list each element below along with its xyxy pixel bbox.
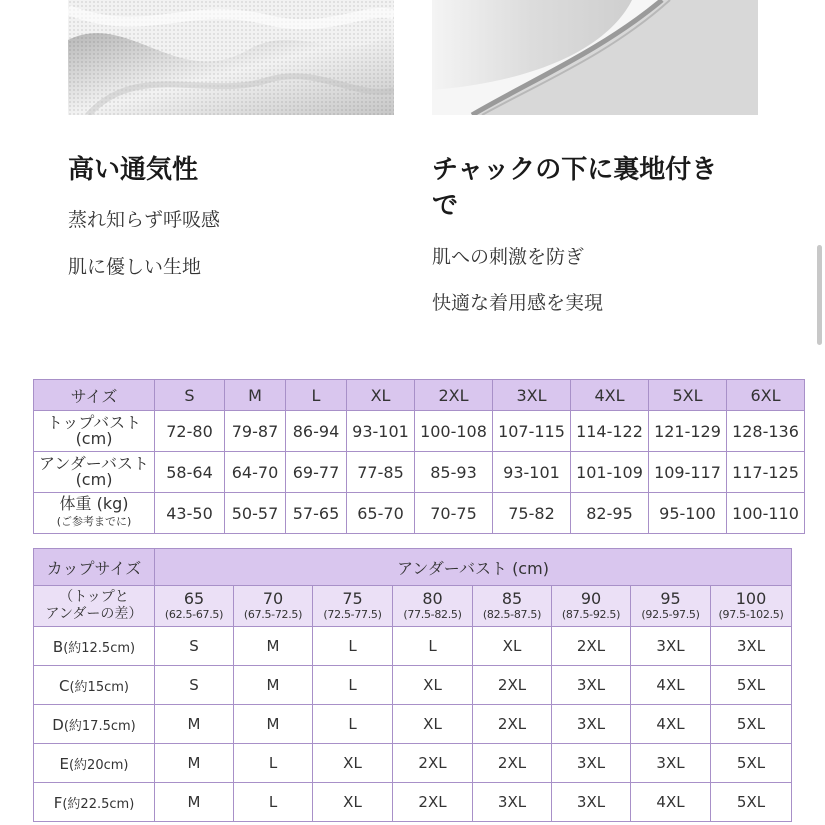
table-cell: 4XL: [631, 666, 711, 705]
table-cell: 121-129: [649, 411, 727, 452]
cup-label: [34, 666, 155, 705]
table-cell: L: [313, 666, 393, 705]
under-bust-cell: [234, 586, 313, 627]
under-range: (62.5-67.5): [164, 608, 224, 621]
table-cell: M: [234, 627, 313, 666]
table-cell: 3XL: [552, 783, 631, 822]
size-header-cell: 5XL: [649, 380, 727, 411]
table-cell: 3XL: [552, 705, 631, 744]
table-cell: XL: [393, 705, 473, 744]
table-cell: 85-93: [415, 452, 493, 493]
feature-line: 蒸れ知らず呼吸感: [68, 209, 221, 231]
under-bust-header: アンダーバスト (cm): [155, 549, 792, 586]
table-cell: 5XL: [711, 783, 792, 822]
table-cell: 100-110: [727, 493, 805, 534]
table-cell: 75-82: [493, 493, 571, 534]
table-row: [34, 411, 805, 452]
table-cell: 5XL: [711, 666, 792, 705]
table-cell: 109-117: [649, 452, 727, 493]
cup-size-table: [33, 548, 792, 822]
under-value: 80: [422, 589, 443, 608]
zipper-lining-photo: [432, 0, 758, 115]
table-cell: 57-65: [286, 493, 347, 534]
feature-zipper-lining: [432, 152, 762, 322]
table-cell: 3XL: [711, 627, 792, 666]
cup-sublabel: [34, 586, 155, 627]
table-row: [34, 783, 792, 822]
under-bust-cell: [552, 586, 631, 627]
table-cell: 50-57: [225, 493, 286, 534]
size-header-cell: L: [286, 380, 347, 411]
feature-line: 肌への刺激を防ぎ: [432, 246, 585, 268]
table-cell: 72-80: [155, 411, 225, 452]
under-range: (87.5-92.5): [561, 608, 621, 621]
cup-letter: B: [52, 637, 64, 656]
table-row: [34, 666, 792, 705]
page-scrollbar[interactable]: [817, 245, 822, 345]
feature-line: 快適な着用感を実現: [432, 292, 604, 314]
feature-title-line: で: [432, 191, 459, 221]
row-label-text: トップバスト: [46, 413, 142, 432]
row-label-unit: (cm): [75, 429, 113, 448]
under-range: (92.5-97.5): [641, 608, 700, 621]
under-value: 75: [342, 589, 363, 608]
cup-label: [34, 783, 155, 822]
under-bust-cell: [313, 586, 393, 627]
under-bust-values-row: [34, 586, 792, 627]
table-cell: L: [393, 627, 473, 666]
table-cell: L: [313, 705, 393, 744]
cup-diff: (約20cm): [68, 757, 129, 773]
under-bust-cell: [631, 586, 711, 627]
row-label-text: 体重 (kg): [59, 494, 129, 513]
table-row: [34, 705, 792, 744]
table-cell: M: [155, 783, 234, 822]
feature-title-line: チャックの下に裏地付き: [432, 155, 718, 185]
cup-letter: C: [59, 676, 70, 695]
under-value: 65: [183, 589, 205, 608]
table-row: [34, 627, 792, 666]
cup-header-row: [34, 549, 792, 586]
table-cell: 70-75: [415, 493, 493, 534]
table-cell: L: [313, 627, 393, 666]
under-range: (77.5-82.5): [403, 608, 462, 621]
fabric-mesh-photo: [68, 0, 394, 115]
table-cell: 2XL: [473, 705, 552, 744]
table-cell: 79-87: [225, 411, 286, 452]
feature-line: 肌に優しい生地: [68, 256, 202, 278]
table-cell: 69-77: [286, 452, 347, 493]
table-cell: 114-122: [571, 411, 649, 452]
table-cell: 4XL: [631, 705, 711, 744]
table-cell: 3XL: [631, 744, 711, 783]
cup-letter: D: [52, 715, 64, 734]
size-header-cell: 3XL: [493, 380, 571, 411]
table-cell: 65-70: [347, 493, 415, 534]
table-cell: 77-85: [347, 452, 415, 493]
size-header-cell: XL: [347, 380, 415, 411]
table-cell: 3XL: [631, 627, 711, 666]
cup-label: [34, 705, 155, 744]
table-cell: 95-100: [649, 493, 727, 534]
feature-breathability: [68, 152, 408, 282]
table-cell: 4XL: [631, 783, 711, 822]
table-cell: L: [234, 744, 313, 783]
table-cell: M: [155, 744, 234, 783]
table-cell: 2XL: [552, 627, 631, 666]
cup-diff: (約17.5cm): [63, 718, 136, 734]
cup-sublabel-line: （トップと: [59, 589, 129, 605]
size-header-cell: 6XL: [727, 380, 805, 411]
cup-letter: F: [53, 793, 63, 812]
table-cell: M: [234, 705, 313, 744]
table-row: [34, 493, 805, 534]
table-cell: 93-101: [347, 411, 415, 452]
table-cell: L: [234, 783, 313, 822]
table-cell: XL: [473, 627, 552, 666]
cup-diff: (約15cm): [69, 679, 129, 695]
size-header-cell: 2XL: [415, 380, 493, 411]
under-value: 90: [580, 589, 602, 608]
table-row: [34, 452, 805, 493]
size-header-cell: 4XL: [571, 380, 649, 411]
row-label-unit: (ご参考までに): [56, 515, 132, 528]
under-range: (82.5-87.5): [482, 608, 542, 621]
under-value: 85: [501, 589, 523, 608]
table-cell: 3XL: [473, 783, 552, 822]
table-cell: 93-101: [493, 452, 571, 493]
cup-sublabel-line: アンダーの差）: [45, 606, 143, 622]
cup-diff: (約22.5cm): [62, 796, 135, 812]
table-cell: 86-94: [286, 411, 347, 452]
under-value: 95: [660, 589, 681, 608]
cup-diff: (約12.5cm): [63, 640, 136, 656]
table-cell: 64-70: [225, 452, 286, 493]
table-cell: XL: [313, 783, 393, 822]
under-value: 100: [735, 589, 767, 608]
table-cell: 2XL: [393, 783, 473, 822]
table-cell: 43-50: [155, 493, 225, 534]
table-cell: 5XL: [711, 705, 792, 744]
table-cell: 117-125: [727, 452, 805, 493]
feature-title: 高い通気性: [68, 155, 199, 185]
feature-title: [432, 152, 762, 224]
table-cell: 5XL: [711, 744, 792, 783]
cup-header-label: カップサイズ: [34, 549, 155, 586]
table-cell: 107-115: [493, 411, 571, 452]
cup-letter: E: [59, 754, 69, 773]
size-chart-table: [33, 379, 805, 534]
table-cell: XL: [393, 666, 473, 705]
table-cell: 58-64: [155, 452, 225, 493]
table-cell: 2XL: [473, 744, 552, 783]
under-bust-cell: [711, 586, 792, 627]
row-label-text: アンダーバスト: [39, 454, 149, 473]
under-range: (97.5-102.5): [718, 608, 784, 621]
size-header-cell: M: [225, 380, 286, 411]
under-bust-cell: [393, 586, 473, 627]
under-value: 70: [262, 589, 284, 608]
under-range: (72.5-77.5): [323, 608, 382, 621]
size-header-cell: S: [155, 380, 225, 411]
under-range: (67.5-72.5): [243, 608, 303, 621]
table-cell: M: [234, 666, 313, 705]
table-cell: S: [155, 627, 234, 666]
cup-label: [34, 744, 155, 783]
row-label: [34, 452, 155, 493]
table-cell: 3XL: [552, 744, 631, 783]
row-label: [34, 411, 155, 452]
cup-label: [34, 627, 155, 666]
table-cell: 2XL: [393, 744, 473, 783]
table-cell: 82-95: [571, 493, 649, 534]
table-cell: 3XL: [552, 666, 631, 705]
table-cell: XL: [313, 744, 393, 783]
row-label-unit: (cm): [75, 470, 113, 489]
table-cell: 100-108: [415, 411, 493, 452]
table-row: [34, 744, 792, 783]
table-cell: 101-109: [571, 452, 649, 493]
row-label: [34, 493, 155, 534]
under-bust-cell: [155, 586, 234, 627]
under-bust-cell: [473, 586, 552, 627]
size-header-row: [34, 380, 805, 411]
table-cell: S: [155, 666, 234, 705]
table-cell: 2XL: [473, 666, 552, 705]
table-cell: 128-136: [727, 411, 805, 452]
size-header-label: サイズ: [34, 380, 155, 411]
table-cell: M: [155, 705, 234, 744]
